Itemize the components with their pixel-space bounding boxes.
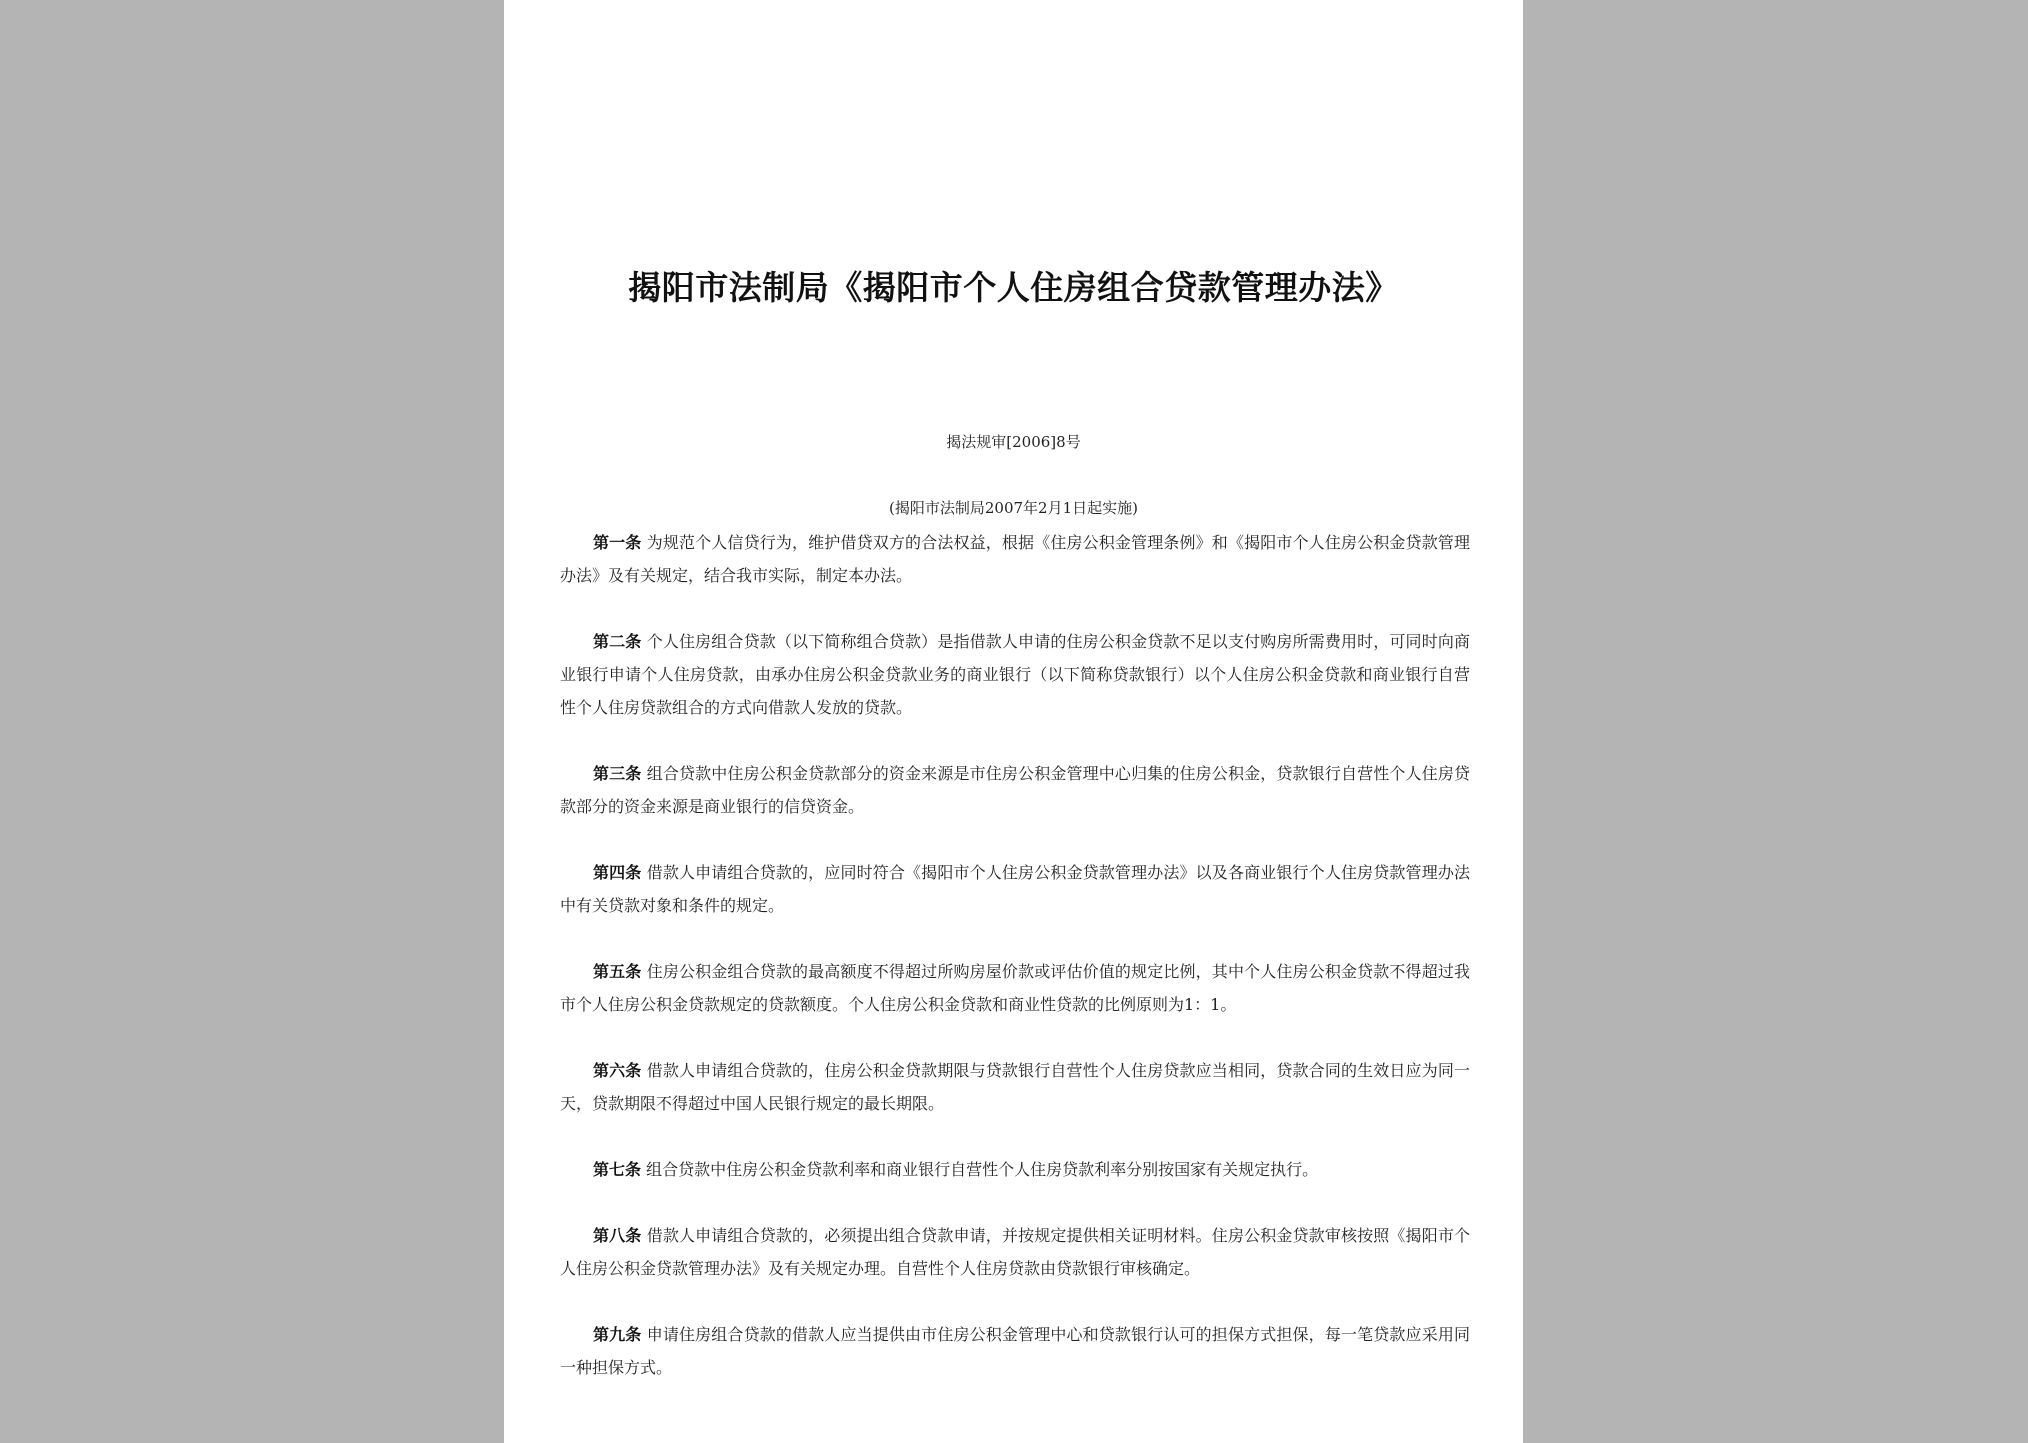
article-number: 第五条 xyxy=(593,962,642,981)
document-number: 揭法规审[2006]8号 xyxy=(946,433,1081,451)
article-text: 申请住房组合贷款的借款人应当提供由市住房公积金管理中心和贷款银行认可的担保方式担保，每一笔贷款应采用同一种担保方式。 xyxy=(560,1325,1470,1377)
article-number: 第八条 xyxy=(593,1226,642,1245)
article-6 xyxy=(560,1054,1470,1120)
article-text: 借款人申请组合贷款的，住房公积金贷款期限与贷款银行自营性个人住房贷款应当相同，贷款合同的生效日应为同一天，贷款期限不得超过中国人民银行规定的最长期限。 xyxy=(560,1061,1470,1113)
article-5 xyxy=(560,955,1470,1021)
article-3 xyxy=(560,757,1470,823)
article-7 xyxy=(560,1153,1470,1186)
article-9 xyxy=(560,1318,1470,1384)
article-8 xyxy=(560,1219,1470,1285)
article-text: 借款人申请组合贷款的，必须提出组合贷款申请，并按规定提供相关证明材料。住房公积金贷款审核按照《揭阳市个人住房公积金贷款管理办法》及有关规定办理。自营性个人住房贷款由贷款银行审核确定。 xyxy=(560,1226,1470,1278)
article-text: 借款人申请组合贷款的，应同时符合《揭阳市个人住房公积金贷款管理办法》以及各商业银行个人住房贷款管理办法中有关贷款对象和条件的规定。 xyxy=(560,863,1470,915)
article-text: 组合贷款中住房公积金贷款部分的资金来源是市住房公积金管理中心归集的住房公积金，贷款银行自营性个人住房贷款部分的资金来源是商业银行的信贷资金。 xyxy=(560,764,1470,816)
article-number: 第四条 xyxy=(593,863,642,882)
article-list xyxy=(560,526,1470,1417)
article-number: 第一条 xyxy=(593,533,642,552)
article-text: 为规范个人信贷行为，维护借贷双方的合法权益，根据《住房公积金管理条例》和《揭阳市个人住房公积金贷款管理办法》及有关规定，结合我市实际，制定本办法。 xyxy=(560,533,1470,585)
article-number: 第七条 xyxy=(593,1160,642,1179)
document-title: 揭阳市法制局《揭阳市个人住房组合贷款管理办法》 xyxy=(628,268,1399,307)
article-2 xyxy=(560,625,1470,724)
article-number: 第六条 xyxy=(593,1061,642,1080)
article-number: 第九条 xyxy=(593,1325,642,1344)
article-text: 组合贷款中住房公积金贷款利率和商业银行自营性个人住房贷款利率分别按国家有关规定执行。 xyxy=(646,1160,1319,1179)
article-number: 第二条 xyxy=(593,632,642,651)
article-text: 住房公积金组合贷款的最高额度不得超过所购房屋价款或评估价值的规定比例，其中个人住房公积金贷款不得超过我市个人住房公积金贷款规定的贷款额度。个人住房公积金贷款和商业性贷款的比例原则为1：1。 xyxy=(560,962,1470,1014)
effective-date-note: (揭阳市法制局2007年2月1日起实施) xyxy=(889,499,1138,517)
article-number: 第三条 xyxy=(593,764,642,783)
article-4 xyxy=(560,856,1470,922)
article-1 xyxy=(560,526,1470,592)
document-page xyxy=(504,0,1523,1443)
article-text: 个人住房组合贷款（以下简称组合贷款）是指借款人申请的住房公积金贷款不足以支付购房所需费用时，可同时向商业银行申请个人住房贷款，由承办住房公积金贷款业务的商业银行（以下简称贷款银行）以个人住房公积金贷款和商业银行自营性个人住房贷款组合的方式向借款人发放的贷款。 xyxy=(560,632,1470,717)
